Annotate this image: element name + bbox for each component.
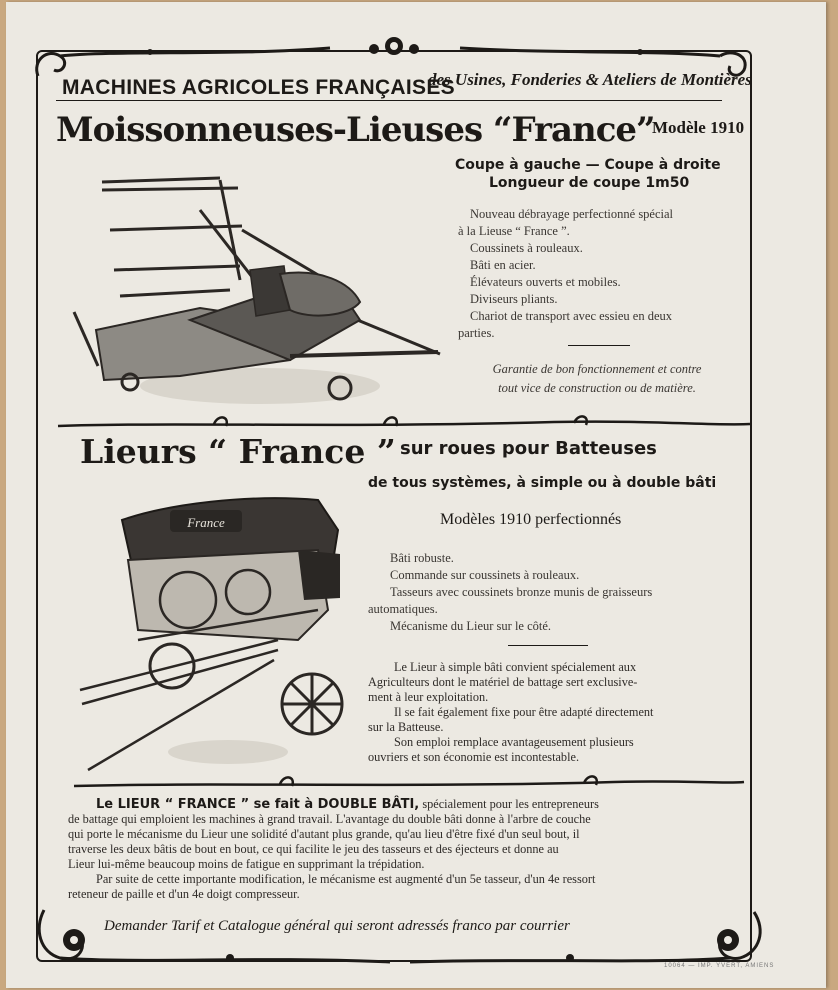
short-rule: [508, 645, 588, 646]
printer-imprint: 10064 — IMP. YVERT, AMIENS: [664, 963, 775, 969]
paragraph-line: de battage qui emploient les machines à grand travail. L'avantage du double bâti donne à l'arbre de couche: [68, 812, 591, 826]
reaper-guarantee: [452, 360, 742, 398]
bottom-ornament: [30, 900, 770, 980]
binder-title-suffix: sur roues pour Batteuses: [400, 438, 657, 459]
paragraph-line: Le Lieur à simple bâti convient spécialement aux: [394, 660, 637, 674]
feature-line: à la Lieuse “ France ”.: [458, 224, 570, 238]
machine-badge: France: [187, 515, 225, 530]
double-frame-description: [68, 797, 744, 902]
feature-line: Commande sur coussinets à rouleaux.: [390, 568, 580, 582]
reaper-features: [458, 206, 733, 342]
binder-models: Modèles 1910 perfectionnés: [440, 511, 622, 528]
binder-features: [368, 550, 740, 635]
feature-line: automatiques.: [368, 602, 438, 616]
paragraph-line: sur la Batteuse.: [368, 720, 444, 734]
paragraph-line: ouvriers et son économie est incontestable.: [368, 750, 580, 764]
double-frame-lead: Le LIEUR “ FRANCE ” se fait à DOUBLE BÂTI,: [96, 797, 420, 812]
short-rule: [568, 345, 630, 346]
reaper-binder-illustration: [70, 170, 450, 415]
binder-title: Lieurs “ France ”: [80, 432, 396, 471]
paragraph-line: reteneur de paille et d'un 4e doigt compresseur.: [68, 887, 300, 901]
feature-line: parties.: [458, 326, 495, 340]
feature-line: Chariot de transport avec essieu en deux: [470, 309, 673, 323]
header-rule: [56, 100, 722, 101]
paragraph-line: Par suite de cette importante modification, le mécanisme est augmenté d'un 5e tasseur, d'un 4e ressort: [96, 872, 596, 886]
binder-description: [368, 660, 740, 765]
guarantee-line: tout vice de construction ou de matière.: [498, 381, 696, 395]
reaper-binder-title: Moissonneuses-Lieuses “France”: [56, 110, 655, 150]
company-name: MACHINES AGRICOLES FRANÇAISES: [62, 76, 455, 99]
feature-line: Élévateurs ouverts et mobiles.: [470, 275, 621, 289]
feature-line: Nouveau débrayage perfectionné spécial: [470, 207, 674, 221]
paragraph-line: Son emploi remplace avantageusement plusieurs: [394, 735, 634, 749]
paragraph-line: Lieur lui-même beaucoup moins de fatigue en supprimant la trépidation.: [68, 857, 425, 871]
feature-line: Bâti en acier.: [470, 258, 536, 272]
guarantee-line: Garantie de bon fonctionnement et contre: [492, 362, 702, 376]
paragraph-line: [68, 797, 744, 812]
paragraph-line: traverse les deux bâtis de bout en bout, ce qui facilite le jeu des tasseurs et des éjecteurs et donne au: [68, 842, 559, 856]
cut-length: Longueur de coupe 1m50: [489, 175, 690, 191]
paragraph-line: Il se fait également fixe pour être adapté directement: [394, 705, 654, 719]
binder-subtitle: de tous systèmes, à simple ou à double bâti: [368, 475, 717, 491]
company-subtitle: des Usines, Fonderies & Ateliers de Montières: [428, 70, 752, 89]
paragraph-line: qui porte le mécanisme du Lieur une solidité d'autant plus grande, qu'au lieu d'être fixé d'un seul bout, il: [68, 827, 580, 841]
paragraph-text: spécialement pour les entrepreneurs: [422, 797, 599, 811]
paragraph-line: Agriculteurs dont le matériel de battage sert exclusive-: [368, 675, 638, 689]
paragraph-line: ment à leur exploitation.: [368, 690, 489, 704]
reaper-model-year: Modèle 1910: [652, 118, 745, 137]
cut-options: Coupe à gauche — Coupe à droite: [455, 157, 721, 173]
binder-illustration: [78, 490, 358, 780]
feature-line: Coussinets à rouleaux.: [470, 241, 583, 255]
feature-line: Mécanisme du Lieur sur le côté.: [390, 619, 552, 633]
feature-line: Diviseurs pliants.: [470, 292, 558, 306]
feature-line: Tasseurs avec coussinets bronze munis de graisseurs: [390, 585, 653, 599]
feature-line: Bâti robuste.: [390, 551, 454, 565]
catalogue-request: Demander Tarif et Catalogue général qui seront adressés franco par courrier: [104, 918, 570, 934]
